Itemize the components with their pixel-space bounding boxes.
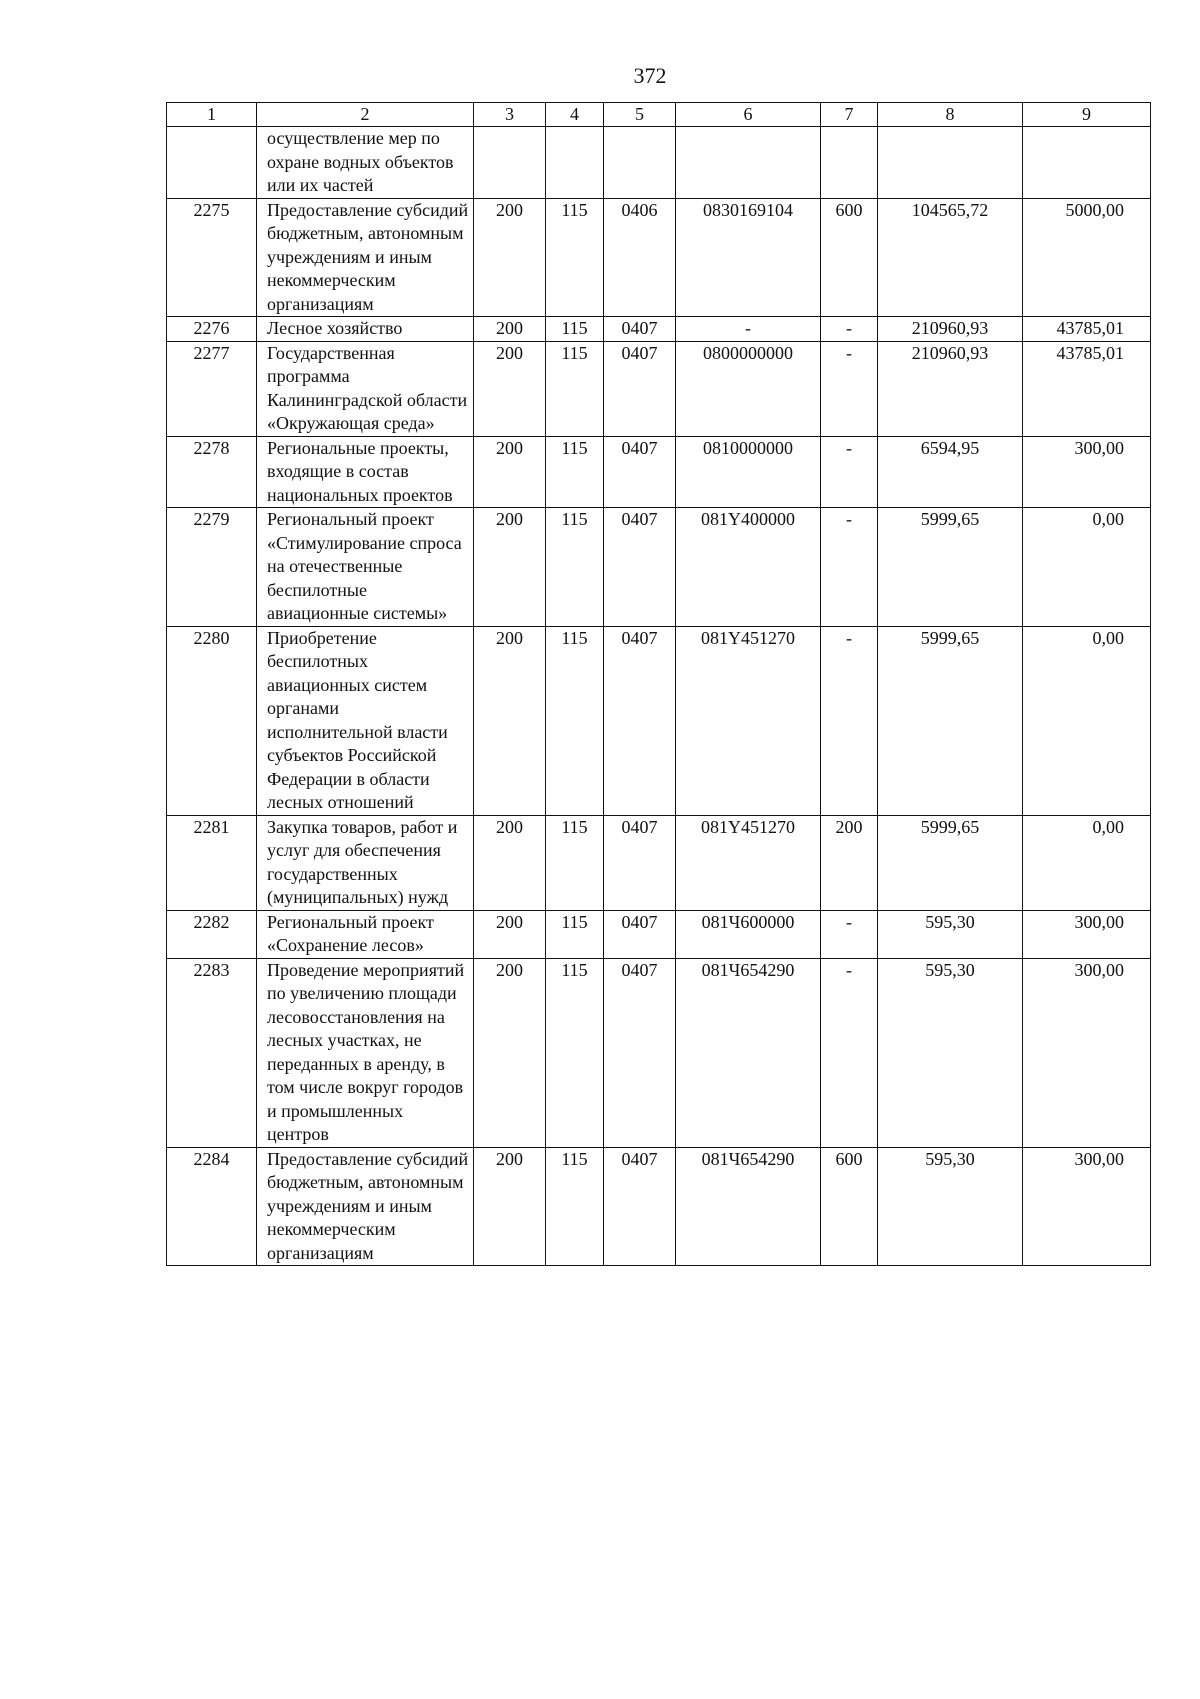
code-3-cell: 200	[474, 317, 546, 342]
row-number-cell: 2279	[167, 508, 257, 627]
code-4-cell: 115	[546, 958, 604, 1147]
row-number-cell: 2276	[167, 317, 257, 342]
table-row	[167, 317, 1151, 342]
code-4-cell	[546, 127, 604, 199]
amount-9-cell	[1023, 127, 1151, 199]
table-body	[167, 127, 1151, 1266]
code-4-cell: 115	[546, 1147, 604, 1266]
target-code-cell: -	[676, 317, 821, 342]
item-name-cell: Предоставление субсидий бюджетным, автономным учреждениям и иным некоммерческим организациям	[257, 1147, 474, 1266]
amount-8-cell: 210960,93	[878, 317, 1023, 342]
amount-8-cell: 210960,93	[878, 341, 1023, 436]
target-code-cell: 0830169104	[676, 198, 821, 317]
amount-8-cell: 5999,65	[878, 508, 1023, 627]
expense-type-cell: 600	[821, 198, 878, 317]
code-3-cell: 200	[474, 1147, 546, 1266]
amount-9-cell: 300,00	[1023, 1147, 1151, 1266]
row-number-cell: 2275	[167, 198, 257, 317]
code-4-cell: 115	[546, 910, 604, 958]
col-header-7: 7	[821, 103, 878, 127]
expense-type-cell: -	[821, 910, 878, 958]
section-code-cell: 0407	[604, 436, 676, 508]
code-3-cell: 200	[474, 815, 546, 910]
col-header-3: 3	[474, 103, 546, 127]
table-row	[167, 958, 1151, 1147]
amount-8-cell: 595,30	[878, 958, 1023, 1147]
section-code-cell: 0407	[604, 317, 676, 342]
section-code-cell: 0407	[604, 815, 676, 910]
row-number-cell: 2281	[167, 815, 257, 910]
amount-8-cell: 595,30	[878, 1147, 1023, 1266]
expense-type-cell	[821, 127, 878, 199]
section-code-cell	[604, 127, 676, 199]
code-3-cell: 200	[474, 508, 546, 627]
budget-table	[166, 102, 1151, 1266]
col-header-2: 2	[257, 103, 474, 127]
code-4-cell: 115	[546, 317, 604, 342]
code-3-cell: 200	[474, 958, 546, 1147]
expense-type-cell: -	[821, 626, 878, 815]
amount-8-cell: 5999,65	[878, 815, 1023, 910]
section-code-cell: 0407	[604, 958, 676, 1147]
amount-8-cell: 5999,65	[878, 626, 1023, 815]
code-4-cell: 115	[546, 436, 604, 508]
col-header-1: 1	[167, 103, 257, 127]
page-number: 372	[633, 63, 667, 88]
code-3-cell: 200	[474, 910, 546, 958]
item-name-cell: Проведение мероприятий по увеличению площади лесовосстановления на лесных участках, не переданных в аренду, в том числе вокруг городов и промышленных центров	[257, 958, 474, 1147]
col-header-8: 8	[878, 103, 1023, 127]
col-header-9: 9	[1023, 103, 1151, 127]
code-4-cell: 115	[546, 626, 604, 815]
item-name-cell: Региональный проект «Стимулирование спроса на отечественные беспилотные авиационные системы»	[257, 508, 474, 627]
expense-type-cell: -	[821, 508, 878, 627]
code-3-cell: 200	[474, 626, 546, 815]
expense-type-cell: -	[821, 436, 878, 508]
code-3-cell: 200	[474, 198, 546, 317]
target-code-cell: 081Ч600000	[676, 910, 821, 958]
item-name-cell: осуществление мер по охране водных объектов или их частей	[257, 127, 474, 199]
target-code-cell: 081Y451270	[676, 815, 821, 910]
row-number-cell: 2278	[167, 436, 257, 508]
item-name-cell: Региональный проект «Сохранение лесов»	[257, 910, 474, 958]
amount-9-cell: 43785,01	[1023, 341, 1151, 436]
section-code-cell: 0407	[604, 910, 676, 958]
item-name-cell: Лесное хозяйство	[257, 317, 474, 342]
section-code-cell: 0406	[604, 198, 676, 317]
section-code-cell: 0407	[604, 508, 676, 627]
table-row	[167, 341, 1151, 436]
row-number-cell	[167, 127, 257, 199]
section-code-cell: 0407	[604, 341, 676, 436]
expense-type-cell: -	[821, 958, 878, 1147]
amount-9-cell: 300,00	[1023, 958, 1151, 1147]
table-row	[167, 436, 1151, 508]
col-header-4: 4	[546, 103, 604, 127]
amount-9-cell: 300,00	[1023, 436, 1151, 508]
table-row	[167, 508, 1151, 627]
code-4-cell: 115	[546, 508, 604, 627]
amount-8-cell: 104565,72	[878, 198, 1023, 317]
amount-9-cell: 0,00	[1023, 815, 1151, 910]
col-header-5: 5	[604, 103, 676, 127]
row-number-cell: 2280	[167, 626, 257, 815]
target-code-cell: 081Ч654290	[676, 958, 821, 1147]
expense-type-cell: 200	[821, 815, 878, 910]
amount-9-cell: 5000,00	[1023, 198, 1151, 317]
table-row	[167, 815, 1151, 910]
amount-8-cell: 595,30	[878, 910, 1023, 958]
expense-type-cell: -	[821, 341, 878, 436]
amount-9-cell: 43785,01	[1023, 317, 1151, 342]
row-number-cell: 2277	[167, 341, 257, 436]
item-name-cell: Государственная программа Калининградской области «Окружающая среда»	[257, 341, 474, 436]
item-name-cell: Региональные проекты, входящие в состав национальных проектов	[257, 436, 474, 508]
target-code-cell: 081Y400000	[676, 508, 821, 627]
target-code-cell: 0800000000	[676, 341, 821, 436]
row-number-cell: 2283	[167, 958, 257, 1147]
amount-8-cell	[878, 127, 1023, 199]
amount-9-cell: 0,00	[1023, 508, 1151, 627]
target-code-cell: 0810000000	[676, 436, 821, 508]
table-row	[167, 626, 1151, 815]
amount-8-cell: 6594,95	[878, 436, 1023, 508]
section-code-cell: 0407	[604, 626, 676, 815]
target-code-cell	[676, 127, 821, 199]
col-header-6: 6	[676, 103, 821, 127]
code-3-cell: 200	[474, 436, 546, 508]
row-number-cell: 2284	[167, 1147, 257, 1266]
code-4-cell: 115	[546, 341, 604, 436]
expense-type-cell: -	[821, 317, 878, 342]
code-4-cell: 115	[546, 815, 604, 910]
table-row	[167, 198, 1151, 317]
amount-9-cell: 300,00	[1023, 910, 1151, 958]
target-code-cell: 081Y451270	[676, 626, 821, 815]
table-row	[167, 127, 1151, 199]
target-code-cell: 081Ч654290	[676, 1147, 821, 1266]
code-3-cell	[474, 127, 546, 199]
item-name-cell: Предоставление субсидий бюджетным, автономным учреждениям и иным некоммерческим организациям	[257, 198, 474, 317]
table-row	[167, 1147, 1151, 1266]
code-4-cell: 115	[546, 198, 604, 317]
row-number-cell: 2282	[167, 910, 257, 958]
expense-type-cell: 600	[821, 1147, 878, 1266]
table-row	[167, 910, 1151, 958]
code-3-cell: 200	[474, 341, 546, 436]
item-name-cell: Приобретение беспилотных авиационных систем органами исполнительной власти субъектов Российской Федерации в области лесных отношений	[257, 626, 474, 815]
item-name-cell: Закупка товаров, работ и услуг для обеспечения государственных (муниципальных) нужд	[257, 815, 474, 910]
table-header-row	[167, 103, 1151, 127]
amount-9-cell: 0,00	[1023, 626, 1151, 815]
section-code-cell: 0407	[604, 1147, 676, 1266]
